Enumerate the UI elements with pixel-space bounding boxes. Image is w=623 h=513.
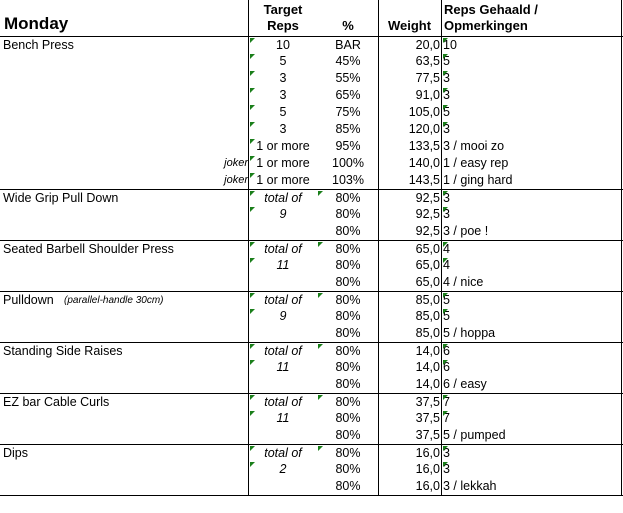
notes-cell[interactable]: 3: [443, 191, 450, 205]
notes-cell[interactable]: 6: [443, 360, 450, 374]
target-reps-cell[interactable]: 3: [279, 122, 287, 136]
notes-cell[interactable]: 5 / hoppa: [443, 326, 496, 340]
target-reps-cell[interactable]: 1 or more: [256, 139, 310, 153]
table-row: [0, 478, 623, 495]
table-row: [0, 189, 623, 207]
weight-cell[interactable]: 37,5: [415, 395, 440, 409]
table-row: [0, 36, 623, 54]
percent-cell[interactable]: 80%: [335, 309, 361, 323]
comment-marker-icon: [443, 395, 448, 400]
comment-marker-icon: [318, 293, 323, 298]
notes-cell[interactable]: 3: [443, 122, 450, 136]
comment-marker-icon: [443, 122, 448, 127]
exercise-cell[interactable]: Standing Side Raises: [3, 344, 123, 358]
notes-cell[interactable]: 6: [443, 344, 450, 358]
weight-cell[interactable]: 92,5: [415, 224, 440, 238]
weight-cell[interactable]: 85,0: [415, 326, 440, 340]
weight-cell[interactable]: 65,0: [415, 242, 440, 256]
notes-cell[interactable]: 5: [443, 105, 450, 119]
exercise-cell[interactable]: [3, 138, 243, 155]
comment-marker-icon: [443, 88, 448, 93]
weight-cell[interactable]: 16,0: [415, 462, 440, 476]
exercise-cell[interactable]: [3, 427, 243, 444]
weight-cell[interactable]: 92,5: [415, 191, 440, 205]
day-title: Monday: [4, 14, 69, 33]
column-divider: [621, 0, 622, 496]
weight-cell[interactable]: 120,0: [408, 122, 440, 136]
table-row: [0, 104, 623, 121]
exercise-note: (parallel-handle 30cm): [64, 295, 164, 306]
notes-cell[interactable]: 7: [443, 395, 450, 409]
percent-cell[interactable]: 55%: [335, 71, 361, 85]
comment-marker-icon: [318, 191, 323, 196]
comment-marker-icon: [250, 122, 255, 127]
exercise-cell[interactable]: [3, 121, 243, 138]
table-row: [0, 410, 623, 427]
notes-cell[interactable]: 1 / ging hard: [443, 173, 513, 187]
comment-marker-icon: [443, 191, 448, 196]
table-row: [0, 376, 623, 393]
notes-cell[interactable]: 10: [443, 38, 457, 52]
comment-marker-icon: [250, 139, 255, 144]
comment-marker-icon: [443, 105, 448, 110]
table-row: [0, 461, 623, 478]
table-row: [0, 342, 623, 360]
target-reps-cell[interactable]: 2: [279, 462, 287, 476]
exercise-cell[interactable]: Bench Press: [3, 38, 74, 52]
column-divider: [441, 0, 442, 496]
percent-cell[interactable]: 95%: [335, 139, 361, 153]
notes-header[interactable]: [444, 2, 622, 34]
exercise-cell[interactable]: [3, 70, 243, 87]
weight-cell[interactable]: 85,0: [415, 293, 440, 307]
percent-cell[interactable]: 80%: [335, 224, 361, 238]
target-reps-header-line1: Target: [263, 2, 303, 17]
table-row: [0, 393, 623, 411]
percent-cell[interactable]: 80%: [335, 258, 361, 272]
comment-marker-icon: [443, 207, 448, 212]
comment-marker-icon: [443, 411, 448, 416]
exercise-cell[interactable]: Wide Grip Pull Down: [3, 191, 119, 205]
target-reps-cell[interactable]: total of: [264, 344, 302, 358]
comment-marker-icon: [318, 242, 323, 247]
comment-marker-icon: [443, 309, 448, 314]
comment-marker-icon: [250, 344, 255, 349]
weight-cell[interactable]: 14,0: [415, 344, 440, 358]
notes-cell[interactable]: 4: [443, 242, 450, 256]
target-reps-header[interactable]: [250, 2, 316, 34]
table-row: [0, 325, 623, 342]
exercise-cell[interactable]: EZ bar Cable Curls: [3, 395, 110, 409]
exercise-cell[interactable]: [3, 308, 243, 325]
column-divider: [248, 0, 249, 496]
joker-label: joker: [224, 174, 248, 186]
notes-cell[interactable]: 7: [443, 411, 450, 425]
percent-cell[interactable]: 80%: [335, 377, 361, 391]
notes-cell[interactable]: 3: [443, 446, 450, 460]
target-reps-cell[interactable]: total of: [264, 191, 302, 205]
comment-marker-icon: [443, 293, 448, 298]
exercise-cell[interactable]: [3, 53, 243, 70]
percent-cell[interactable]: 80%: [335, 360, 361, 374]
percent-cell[interactable]: 80%: [335, 428, 361, 442]
target-reps-cell[interactable]: [250, 325, 316, 342]
comment-marker-icon: [250, 411, 255, 416]
comment-marker-icon: [443, 462, 448, 467]
comment-marker-icon: [250, 207, 255, 212]
weight-cell[interactable]: 14,0: [415, 377, 440, 391]
exercise-cell[interactable]: [3, 274, 243, 291]
notes-cell[interactable]: 1 / easy rep: [443, 156, 509, 170]
target-reps-cell[interactable]: 11: [276, 258, 290, 272]
percent-cell[interactable]: 80%: [335, 462, 361, 476]
percent-cell[interactable]: 45%: [335, 54, 361, 68]
notes-cell[interactable]: 3 / lekkah: [443, 479, 497, 493]
target-reps-cell[interactable]: total of: [264, 395, 302, 409]
comment-marker-icon: [443, 54, 448, 59]
percent-cell[interactable]: 80%: [335, 446, 361, 460]
table-row: [0, 240, 623, 258]
table-row: [0, 427, 623, 444]
target-reps-cell[interactable]: 5: [279, 105, 287, 119]
exercise-cell[interactable]: Pulldown: [3, 293, 54, 307]
notes-cell[interactable]: 3: [443, 71, 450, 85]
weight-cell[interactable]: 16,0: [415, 446, 440, 460]
notes-header-line1: Reps Gehaald /: [444, 2, 538, 17]
comment-marker-icon: [250, 71, 255, 76]
target-reps-cell[interactable]: 10: [276, 38, 290, 52]
comment-marker-icon: [443, 242, 448, 247]
comment-marker-icon: [443, 360, 448, 365]
comment-marker-icon: [250, 242, 255, 247]
target-reps-cell[interactable]: 9: [279, 207, 287, 221]
table-row: [0, 121, 623, 138]
percent-cell[interactable]: 80%: [335, 191, 361, 205]
percent-cell[interactable]: 85%: [335, 122, 361, 136]
percent-cell[interactable]: 80%: [335, 275, 361, 289]
notes-cell[interactable]: 6 / easy: [443, 377, 487, 391]
target-reps-cell[interactable]: total of: [264, 293, 302, 307]
notes-cell[interactable]: 4: [443, 258, 450, 272]
notes-cell[interactable]: 5 / pumped: [443, 428, 506, 442]
exercise-cell[interactable]: [3, 104, 243, 121]
weight-cell[interactable]: 16,0: [415, 479, 440, 493]
comment-marker-icon: [318, 395, 323, 400]
table-row: [0, 53, 623, 70]
target-reps-cell[interactable]: [250, 376, 316, 393]
exercise-cell[interactable]: [3, 257, 243, 274]
comment-marker-icon: [443, 71, 448, 76]
percent-cell[interactable]: 65%: [335, 88, 361, 102]
weight-cell[interactable]: 92,5: [415, 207, 440, 221]
exercise-cell[interactable]: [3, 359, 243, 376]
weight-cell[interactable]: 140,0: [408, 156, 440, 170]
comment-marker-icon: [443, 446, 448, 451]
percent-cell[interactable]: 80%: [335, 242, 361, 256]
exercise-cell[interactable]: [3, 461, 243, 478]
notes-cell[interactable]: 3: [443, 462, 450, 476]
comment-marker-icon: [250, 446, 255, 451]
notes-cell[interactable]: 3 / mooi zo: [443, 139, 505, 153]
weight-cell[interactable]: 37,5: [415, 428, 440, 442]
target-reps-cell[interactable]: 3: [279, 88, 287, 102]
table-row: [0, 444, 623, 462]
table-row: [0, 274, 623, 291]
exercise-cell[interactable]: [3, 87, 243, 104]
comment-marker-icon: [250, 191, 255, 196]
table-row: [0, 70, 623, 87]
exercise-cell[interactable]: Seated Barbell Shoulder Press: [3, 242, 174, 256]
comment-marker-icon: [250, 105, 255, 110]
weight-cell[interactable]: 65,0: [415, 275, 440, 289]
notes-cell[interactable]: 3: [443, 88, 450, 102]
weight-cell[interactable]: 20,0: [415, 38, 440, 52]
weight-cell[interactable]: 133,5: [408, 139, 440, 153]
table-row: [0, 257, 623, 274]
exercise-cell[interactable]: [3, 325, 243, 342]
notes-cell[interactable]: 5: [443, 54, 450, 68]
exercise-cell[interactable]: [3, 206, 243, 223]
weight-cell[interactable]: 85,0: [415, 309, 440, 323]
joker-label: joker: [224, 157, 248, 169]
comment-marker-icon: [443, 258, 448, 263]
notes-cell[interactable]: 5: [443, 293, 450, 307]
comment-marker-icon: [250, 462, 255, 467]
target-reps-cell[interactable]: 3: [279, 71, 287, 85]
percent-cell[interactable]: BAR: [335, 38, 361, 52]
comment-marker-icon: [250, 173, 255, 178]
notes-cell[interactable]: 5: [443, 309, 450, 323]
bottom-border: [0, 495, 623, 496]
comment-marker-icon: [318, 344, 323, 349]
comment-marker-icon: [250, 54, 255, 59]
notes-header-line2: Opmerkingen: [444, 18, 528, 33]
percent-cell[interactable]: 80%: [335, 326, 361, 340]
table-row: [0, 359, 623, 376]
target-reps-cell[interactable]: [250, 427, 316, 444]
comment-marker-icon: [250, 360, 255, 365]
percent-cell[interactable]: 80%: [335, 344, 361, 358]
target-reps-cell[interactable]: 5: [279, 54, 287, 68]
notes-cell[interactable]: 3: [443, 207, 450, 221]
table-row: [0, 138, 623, 155]
exercise-cell[interactable]: [3, 223, 243, 240]
target-reps-cell[interactable]: [250, 223, 316, 240]
target-reps-header-line2: Reps: [267, 18, 299, 33]
weight-cell[interactable]: 37,5: [415, 411, 440, 425]
comment-marker-icon: [318, 446, 323, 451]
percent-cell[interactable]: 80%: [335, 479, 361, 493]
comment-marker-icon: [250, 293, 255, 298]
percent-cell[interactable]: 80%: [335, 293, 361, 307]
comment-marker-icon: [250, 395, 255, 400]
table-row: [0, 223, 623, 240]
comment-marker-icon: [250, 258, 255, 263]
target-reps-cell[interactable]: 9: [279, 309, 287, 323]
exercise-cell[interactable]: [3, 376, 243, 393]
weight-cell[interactable]: 63,5: [415, 54, 440, 68]
table-row: [0, 155, 623, 172]
percent-cell[interactable]: 75%: [335, 105, 361, 119]
table-row: [0, 87, 623, 104]
percent-cell[interactable]: 100%: [332, 156, 364, 170]
table-row: [0, 308, 623, 325]
exercise-cell[interactable]: [3, 478, 243, 495]
target-reps-cell[interactable]: total of: [264, 446, 302, 460]
weight-cell[interactable]: 65,0: [415, 258, 440, 272]
comment-marker-icon: [443, 38, 448, 43]
exercise-cell[interactable]: Dips: [3, 446, 29, 460]
target-reps-cell[interactable]: 1 or more: [256, 156, 310, 170]
notes-cell[interactable]: 3 / poe !: [443, 224, 489, 238]
weight-cell[interactable]: 105,0: [408, 105, 440, 119]
percent-cell[interactable]: 80%: [335, 395, 361, 409]
weight-header[interactable]: Weight: [387, 18, 432, 33]
target-reps-cell[interactable]: total of: [264, 242, 302, 256]
weight-cell[interactable]: 14,0: [415, 360, 440, 374]
percent-header[interactable]: %: [342, 18, 354, 33]
comment-marker-icon: [250, 88, 255, 93]
weight-cell[interactable]: 77,5: [415, 71, 440, 85]
comment-marker-icon: [250, 156, 255, 161]
table-row: [0, 172, 623, 189]
percent-cell[interactable]: 80%: [335, 411, 361, 425]
table-row: [0, 291, 623, 309]
target-reps-cell[interactable]: [250, 274, 316, 291]
exercise-cell[interactable]: [3, 410, 243, 427]
table-row: [0, 206, 623, 223]
notes-cell[interactable]: 4 / nice: [443, 275, 484, 289]
weight-cell[interactable]: 143,5: [408, 173, 440, 187]
weight-cell[interactable]: 91,0: [415, 88, 440, 102]
column-divider: [378, 0, 379, 496]
comment-marker-icon: [443, 344, 448, 349]
target-reps-cell[interactable]: 1 or more: [256, 173, 310, 187]
percent-cell[interactable]: 80%: [335, 207, 361, 221]
comment-marker-icon: [250, 38, 255, 43]
percent-cell[interactable]: 103%: [332, 173, 364, 187]
target-reps-cell[interactable]: 11: [276, 360, 290, 374]
comment-marker-icon: [250, 309, 255, 314]
target-reps-cell[interactable]: [250, 478, 316, 495]
target-reps-cell[interactable]: 11: [276, 411, 290, 425]
